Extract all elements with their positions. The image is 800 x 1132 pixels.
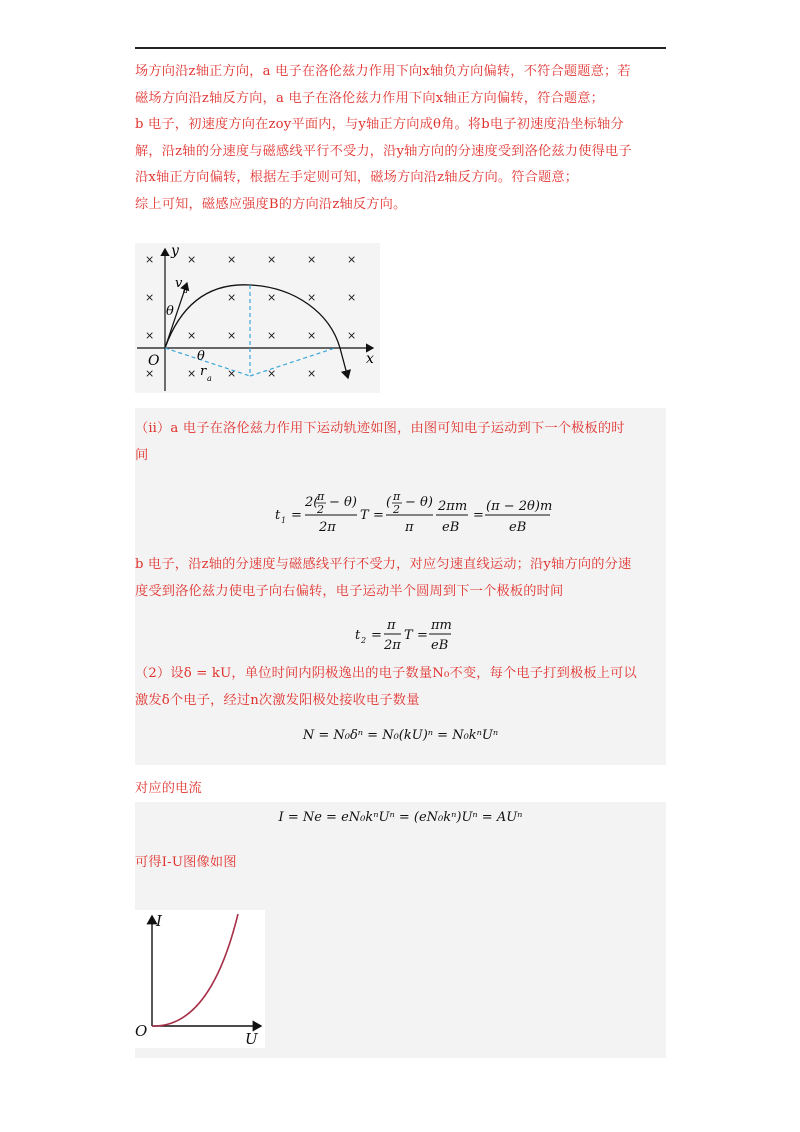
svg-text:π: π [393,490,401,503]
svg-text:×: × [227,291,237,304]
equation-N: N = N₀δⁿ = N₀(kU)ⁿ = N₀kⁿUⁿ [302,728,499,743]
svg-text:×: × [145,329,155,342]
trajectory-svg [135,243,380,393]
svg-text:− θ): − θ) [329,495,357,510]
text-line: 场方向沿z轴正方向，a 电子在洛伦兹力作用下向x轴负方向偏转，不符合题题意；若 [135,64,631,79]
equation-t2-svg [135,610,666,656]
svg-text:− θ): − θ) [405,495,433,510]
text-line: 沿x轴正方向偏转，根据左手定则可知，磁场方向沿z轴反方向。符合题意； [135,170,579,185]
svg-text:×: × [267,253,277,266]
equation-t1-svg [135,488,666,538]
text-line: b 电子，沿z轴的分速度与磁感线平行不受力，对应匀速直线运动；沿y轴方向的分速 [135,557,632,572]
svg-text:×: × [267,329,277,342]
equation-I: I = Ne = eN₀kⁿUⁿ = (eN₀kⁿ)Uⁿ = AUⁿ [278,810,523,825]
text-line: b 电子，初速度方向在zoy平面内，与y轴正方向成θ角。将b电子初速度沿坐标轴分 [135,117,624,132]
u-axis-label: U [245,1030,258,1048]
theta-label: θ [166,304,174,319]
graph-background [135,910,265,1048]
paragraph-analysis [135,59,666,218]
iu-graph-svg [135,910,265,1048]
svg-text:1: 1 [281,516,287,525]
velocity-subscript: a [183,286,188,295]
svg-text:×: × [307,367,317,380]
svg-text:T: T [404,628,413,643]
svg-text:=: = [291,508,302,523]
svg-text:2π: 2π [384,638,401,653]
svg-text:π: π [317,490,325,503]
svg-text:T: T [360,508,369,523]
paragraph-part-ii [135,416,625,469]
svg-text:×: × [307,329,317,342]
svg-text:×: × [145,253,155,266]
svg-text:×: × [347,329,357,342]
svg-text:(π − 2θ)m: (π − 2θ)m [486,499,553,514]
svg-text:π: π [387,618,396,633]
radius-label: r [200,364,207,379]
header-rule [135,47,666,49]
i-axis-label: I [156,912,162,930]
svg-text:eB: eB [442,520,460,535]
svg-text:×: × [227,253,237,266]
svg-text:=: = [473,508,484,523]
svg-text:×: × [347,253,357,266]
text-line: （2）设δ = kU，单位时间内阴极逸出的电子数量N₀不变，每个电子打到极板上可以 [135,666,637,681]
svg-text:t: t [355,628,361,643]
svg-text:×: × [145,291,155,304]
svg-text:πm: πm [431,618,452,633]
svg-text:2π: 2π [319,520,336,535]
text-line: 综上可知，磁感应强度B的方向沿z轴反方向。 [135,196,407,212]
svg-text:×: × [227,367,237,380]
radius-subscript: a [207,374,212,383]
svg-text:×: × [187,253,197,266]
origin-label: O [135,1022,148,1040]
svg-text:×: × [267,291,277,304]
svg-text:π: π [405,520,414,535]
svg-text:2(: 2( [305,495,319,510]
equation-t2 [135,610,666,660]
text-line: 可得I-U图像如图 [135,855,237,870]
iu-graph [135,910,265,1048]
theta-label-bottom: θ [197,349,205,364]
current-graph-block [135,802,666,1058]
origin-label: O [148,353,160,369]
svg-text:(: ( [386,495,392,510]
svg-text:×: × [307,291,317,304]
svg-text:×: × [145,367,155,380]
svg-text:=: = [373,508,384,523]
y-axis-label: y [171,243,179,259]
text-line: 激发δ个电子，经过n次激发阳极处接收电子数量 [135,692,420,708]
svg-text:2: 2 [361,636,367,645]
svg-text:×: × [347,291,357,304]
svg-text:t: t [275,508,281,523]
trajectory-diagram [135,243,380,393]
svg-text:eB: eB [431,638,449,653]
paragraph-part-2 [135,661,637,714]
svg-text:×: × [187,329,197,342]
svg-text:2πm: 2πm [438,499,468,514]
text-line: 磁场方向沿z轴反方向，a 电子在洛伦兹力作用下向x轴正方向偏转，符合题意； [135,90,605,106]
text-line: 间 [135,447,149,463]
velocity-label: v [175,276,183,291]
svg-text:×: × [307,253,317,266]
svg-text:×: × [267,367,277,380]
svg-text:×: × [187,367,197,380]
svg-text:=: = [417,628,428,643]
x-axis-label: x [366,351,374,367]
svg-text:2: 2 [393,503,400,516]
text-line: 解，沿z轴的分速度与磁感线平行不受力，沿y轴方向的分速度受到洛伦兹力使得电子 [135,143,632,159]
svg-text:2: 2 [317,503,324,516]
svg-text:×: × [227,329,237,342]
text-line: 对应的电流 [135,781,202,796]
paragraph-b-electron [135,552,631,605]
text-line: 度受到洛伦兹力使电子向右偏转，电子运动半个圆周到下一个极板的时间 [135,583,564,599]
svg-text:=: = [371,628,382,643]
svg-text:eB: eB [509,520,527,535]
paragraph-graph-intro [135,850,237,877]
equation-t1 [135,488,666,542]
paragraph-current [135,776,666,803]
text-line: （ⅱ）a 电子在洛伦兹力作用下运动轨迹如图，由图可知电子运动到下一个极板的时 [135,421,625,436]
solution-block [135,408,666,765]
